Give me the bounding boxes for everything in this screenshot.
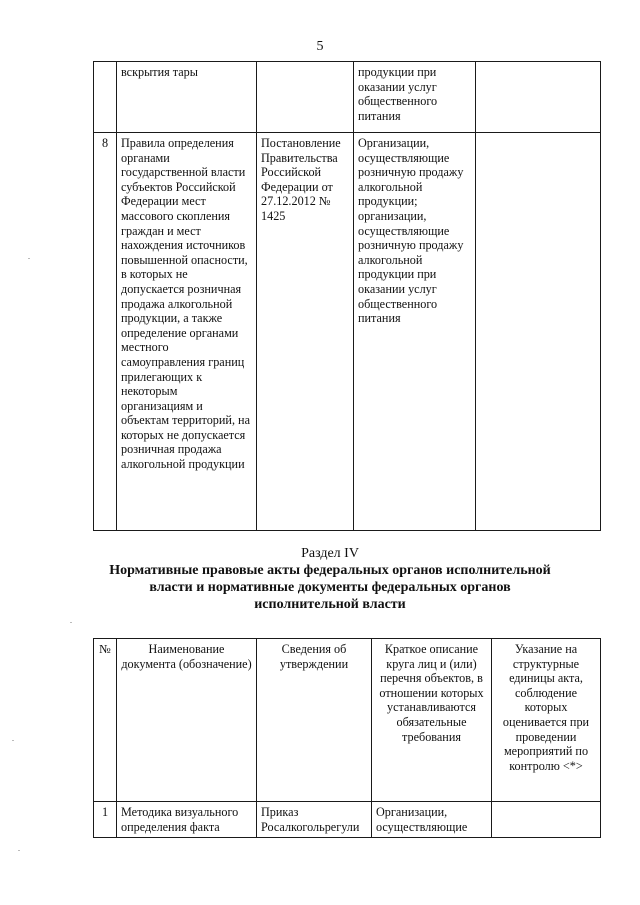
- section-label: Раздел IV: [301, 546, 359, 561]
- approval-cell: [257, 62, 354, 133]
- subjects-cell: продукции при оказании услуг общественного питания: [354, 62, 476, 133]
- units-cell: [492, 802, 601, 838]
- approval-cell: Приказ Росалкогольрегули: [257, 802, 372, 838]
- table-header-row: [94, 639, 601, 802]
- table-row: [94, 133, 601, 531]
- scan-speck: [70, 622, 72, 623]
- header-subjects: Краткое описание круга лиц и (или) перечня объектов, в отношении которых устанавливаются обязательные требования: [372, 639, 492, 802]
- scan-speck: [28, 258, 30, 259]
- table-row: [94, 62, 601, 133]
- subjects-cell: Организации, осуществляющие розничную продажу алкогольной продукции; организации, осуществляющие розничную продажу алкогольной продукции при оказании услуг общественного питания: [354, 133, 476, 531]
- document-name-cell: Правила определения органами государственной власти субъектов Российской Федерации мест массового скопления граждан и мест нахождения источников повышенной опасности, в которых не допускается розничная продажа алкогольной продукции, а также определение органами местного самоуправления границ прилегающих к некоторым организациям и объектам территорий, на которых не допускается розничная продажа алкогольной продукции: [117, 133, 257, 531]
- bottom-table: [93, 638, 601, 838]
- section-title: Нормативные правовые акты федеральных органов исполнительной власти и нормативные документы федеральных органов исполнительной власти: [109, 563, 551, 612]
- row-number: 1: [94, 802, 117, 838]
- header-number: №: [94, 639, 117, 802]
- document-name-cell: Методика визуального определения факта: [117, 802, 257, 838]
- document-name-cell: вскрытия тары: [117, 62, 257, 133]
- table-row: [94, 802, 601, 838]
- subjects-cell: Организации, осуществляющие: [372, 802, 492, 838]
- units-cell: [476, 62, 601, 133]
- row-number: [94, 62, 117, 133]
- top-table: [93, 61, 601, 531]
- units-cell: [476, 133, 601, 531]
- scan-speck: [12, 740, 14, 741]
- header-units: Указание на структурные единицы акта, соблюдение которых оценивается при проведении мероприятий по контролю <*>: [492, 639, 601, 802]
- page-number: 5: [316, 39, 324, 54]
- approval-cell: Постановление Правительства Российской Федерации от 27.12.2012 № 1425: [257, 133, 354, 531]
- scan-speck: [18, 850, 20, 851]
- row-number: 8: [94, 133, 117, 531]
- header-name: Наименование документа (обозначение): [117, 639, 257, 802]
- header-approval: Сведения об утверждении: [257, 639, 372, 802]
- section-heading: [100, 545, 560, 613]
